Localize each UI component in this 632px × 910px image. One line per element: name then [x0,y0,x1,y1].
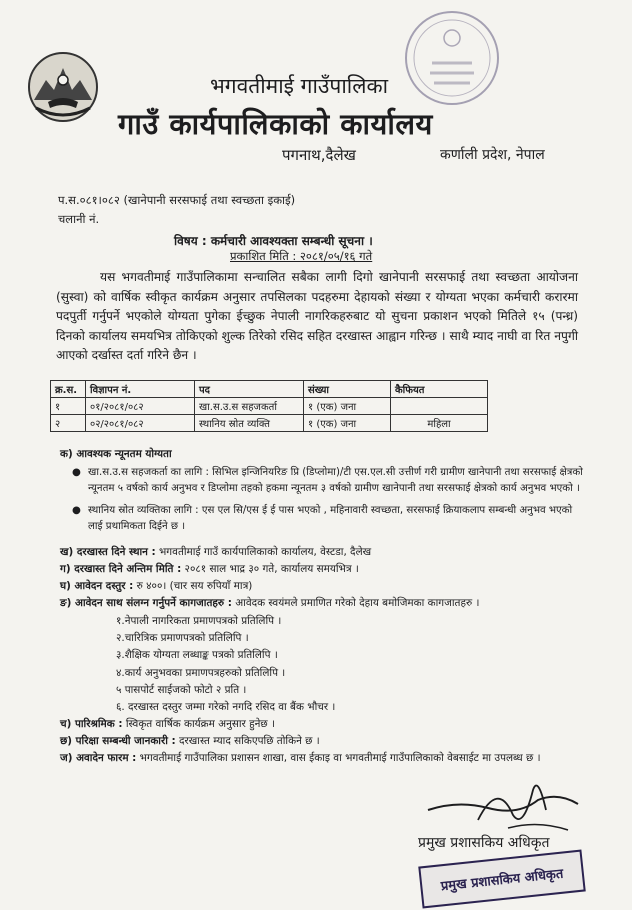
office-name: गाउँ कार्यपालिकाको कार्यालय [118,107,433,141]
list-item: ५ पासपोर्ट साईजको फोटो २ प्रति । [116,683,247,696]
section-fee: घ) आवेदन दस्तुर : रु ४००। (चार सय रुपियाँ मात्र) [60,580,253,592]
sections-block-2 [60,716,580,767]
nepal-emblem-icon [26,50,100,124]
section-documents: ङ) आवेदन साथ संलग्न गर्नुपर्ने कागजातहरु : आवेदक स्वयंमले प्रमाणित गरेको देहाय बमोजिमका कागजातहरु । [60,597,480,609]
table-row [51,398,488,415]
table-header-row [51,381,488,398]
requirements-title: क) आवश्यक न्यूनतम योग्यता [60,448,172,460]
table-cell: १ (एक) जना [304,415,391,432]
section-form: ज) अवादेन फारम : भगवतीमाई गाउँपालिका प्रशासन शाखा, वास ईकाइ वा भगवतीमाई गाउँपालिकाको वेबसाईट मा उपलब्ध छ । [60,752,541,764]
table-row [51,415,488,432]
table-cell: महिला [391,415,488,432]
reference-number: प.स.०८१।०८२ (खानेपानी सरसफाई तथा स्वच्छता इकाई) [58,193,296,207]
requirements-list [72,465,586,541]
list-item: ३.शैक्षिक योग्यता लब्धाङ्क पत्रको प्रतिलिपि । [116,649,278,662]
table-cell: १ [51,398,86,415]
section-salary: च) पारिश्रमिक : स्विकृत वार्षिक कार्यक्रम अनुसार हुनेछ । [60,718,275,730]
list-item [72,465,586,497]
list-item: ६. दरखास्त दस्तुर जम्मा गरेको नगदि रसिद वा बैंक भौचर । [116,701,336,714]
section-place: ख) दरखास्त दिने स्थान : भगवतीमाई गाउँ कार्यपालिकाको कार्यालय, वेस्टडा, दैलेख [60,546,372,558]
signatory-stamp: प्रमुख प्रशासकिय अधिकृत [418,850,585,909]
documents-list [116,613,335,716]
table-cell: १ (एक) जना [304,398,391,415]
bullet-icon: ● [72,505,81,516]
header-cell: पद [195,381,304,398]
requirement-text: स्थानिय स्रोत व्यक्तिका लागि : एस एल सि/एस ई ई पास भएको , महिनावारी स्वच्छता, सरसफाई क्रियाकलाप सम्बन्धी अनुभव भएको लाई प्रथामिकता दिईने छ । [88,505,573,532]
org-name: भगवतीमाई गाउँपालिका [210,74,389,98]
header-cell: कैफियत [391,381,488,398]
list-item: १.नेपाली नागरिकता प्रमाणपत्रको प्रतिलिपि । [116,615,282,627]
table-cell: ०१/२०८१/०८२ [86,398,195,415]
table-cell: ०२/२०८१/०८२ [86,415,195,432]
bullet-icon: ● [72,467,81,478]
table-cell: खा.स.उ.स सहजकर्ता [195,398,304,415]
chalani-number: चलानी नं. [58,212,100,226]
office-province: कर्णाली प्रदेश, नेपाल [440,147,545,163]
table-cell: स्थानिय स्रोत व्यक्ति [195,415,304,432]
requirement-text: खा.स.उ.स सहजकर्ता का लागि : सिभिल इन्जिनियरिङ प्रि (डिप्लोमा)/टी एस.एल.सी उत्तीर्ण गरी ग्रामीण खानेपानी तथा सरसफाई क्षेत्रको न्यूनतम ५ वर्षको कार्य अनुभव र डिप्लोमा तहको हकमा न्यूनतम ३ वर्षको ग्रामीण खानेपानी तथा सरसफाई क्षेत्रको कार्य अनुभव भएको । [88,467,583,494]
header-cell: विज्ञापन नं. [86,381,195,398]
table-cell [391,398,488,415]
published-date: प्रकाशित मिति : २०८१/०५/१६ गते [230,249,373,263]
vacancy-table [50,380,488,432]
list-item: २.चारित्रिक प्रमाणपत्रको प्रतिलिपि । [116,632,249,645]
header-cell: क्र.स. [51,381,86,398]
list-item: ४.कार्य अनुभवका प्रमाणपत्रहरुको प्रतिलिपि । [116,666,286,679]
signatory-title: प्रमुख प्रशासकिय अधिकृत [418,835,550,851]
sections-block [60,544,600,612]
list-item [72,503,586,535]
notice-body: यस भगवतीमाई गाउँपालिकामा सन्चालित सबैका लागी दिगो खानेपानी सरसफाई तथा स्वच्छता आयोजना (सुस्वा) को वार्षिक स्वीकृत कार्यक्रम अनुसार तपसिलका पदहरुमा देहायको संख्या र योग्यता भएका कर्मचारी करारमा पदपुर्ती गर्नुपर्ने भएकोले योग्यता पुगेका ईच्छुक नेपाली नागरिकहरुबाट यो सुचना प्रकाशन भएको मितिले १५ (पन्ध्र) दिनको कार्यालय समयभित्र तोकिएको शुल्क तिरेको रसिद सहित दरखास्त आह्वान गरिन्छ । साथै म्याद नाघी वा रित नपुगी आएको दर्खास्त दर्ता गरिने छैन । [56,270,578,362]
office-seal-icon [402,8,502,108]
section-exam: छ) परिक्षा सम्बन्धी जानकारी : दरखास्त म्याद सकिएपछि तोकिने छ । [60,735,320,747]
signature-icon [418,770,588,840]
header-cell: संख्या [304,381,391,398]
table-cell: २ [51,415,86,432]
office-address: पगनाथ,दैलेख [282,146,356,164]
section-deadline: ग) दरखास्त दिने अन्तिम मिति : २०८१ साल भाद्र ३० गते, कार्यालय समयभित्र । [60,563,359,575]
letter-subject: विषय : कर्मचारी आवश्यक्ता सम्बन्धी सूचना । [174,234,373,248]
